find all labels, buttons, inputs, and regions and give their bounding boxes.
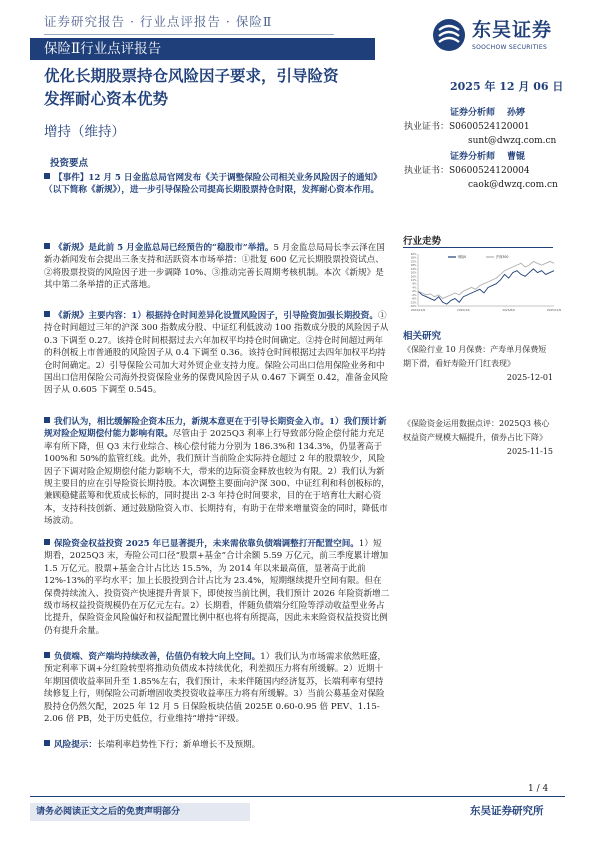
footer-organization: 东吴证券研究所 <box>470 805 544 817</box>
report-date: 2025 年 12 月 06 日 <box>450 80 564 93</box>
related-date: 2025-12-01 <box>506 373 553 382</box>
legend-label: 保险Ⅱ <box>458 255 466 260</box>
y-tick-label: -8% <box>411 297 417 301</box>
paragraph-valuation: 负债端、资产端均持续改善，估值仍有较大向上空间。1）我们认为市场需求依然旺盛，预定利率下调+分红险转型将推动负债成本持续优化，利差损压力将有所缓解。2）近期十年期国债收益率回升至 1.85%左右，我们预计，未来伴随国内经济复苏，长端利率有望持续修复上行，则保险公司新增固收类投资收益率压力将有所缓解。3）当前公募基金对保险股持仓仍然欠配，2025 年 12 月 5 日保险板块估值 2025E 0.60-0.95 倍 PEV、1.15-2.06 倍 PB，处于历史低位，行业维持“增持”评级。 <box>44 652 387 725</box>
rating-badge: 增持（维持） <box>44 124 125 140</box>
y-tick-label: 36% <box>410 256 417 260</box>
y-tick-label: 32% <box>410 260 417 264</box>
analyst-name: 曹锟 <box>507 152 526 162</box>
cert-number: S0600524120004 <box>449 166 530 176</box>
x-tick-label: 2025/8/6 <box>502 308 515 312</box>
company-logo <box>432 18 562 58</box>
report-category-band: 保险Ⅱ行业点评报告 <box>30 38 375 60</box>
related-title[interactable]: 《保险资金运用数据点评：2025Q3 核心权益资产规模大幅提升，债券占比下降》 <box>403 419 550 442</box>
logo-text-en: SOOCHOW SECURITIES <box>472 44 548 51</box>
paragraph-our-view: 我们认为，相比缓解险企资本压力，新规本意更在于引导长期资金入市。1）我们预计新规对险企短期偿付能力影响有限。尽管由于 2025Q3 利率上行导致部分险企偿付能力充足率有所下降，但 Q3 末行业综合、核心偿付能力分别为 186.3%和 134.3%，仍显著高于 100%和 50%的监管红线。此外，我们预计当前险企实际持仓超过 2 年的股票较少，风险因子下调对险企短期偿付能力影响不大，带来的边际资金释放也较为有限。2）我们认为新规主要目的应在引导险资长期持股。本次调整主要面向沪深 300、中证红利和科创板标的，兼顾稳健蓝筹和优质成长标的，同时提出 2-3 年持仓时间要求，目的在于培育壮大耐心资本，支持科技创新、通过鼓励险资入市、长期持有，有助于在带来增量资金的同时，降低市场波动。 <box>44 417 390 527</box>
cert-label: 执业证书： <box>404 166 450 176</box>
analyst-email[interactable]: sunt@dwzq.com.cn <box>468 136 557 146</box>
industry-trend-chart <box>398 250 562 318</box>
soochow-logo-icon <box>432 18 466 52</box>
square-bullet-icon <box>44 740 50 746</box>
y-tick-label: 40% <box>410 253 417 256</box>
y-tick-label: 16% <box>410 275 417 279</box>
square-bullet-icon <box>44 243 50 249</box>
footer-divider <box>30 796 565 797</box>
related-research-label: 相关研究 <box>403 331 442 342</box>
analyst-name: 孙婷 <box>507 108 526 118</box>
page-number: 1 / 4 <box>528 784 549 794</box>
related-title[interactable]: 《保险行业 10 月保费：产寿单月保费短期下滑，看好寿险开门红表现》 <box>403 345 547 368</box>
analyst-email[interactable]: caok@dwzq.com.cn <box>468 180 558 190</box>
x-tick-label: 2025/4/6 <box>457 308 470 312</box>
y-tick-label: 20% <box>410 271 417 275</box>
square-bullet-icon <box>44 652 50 658</box>
cert-number: S0600524120001 <box>449 122 530 132</box>
y-tick-label: 0% <box>412 290 417 294</box>
trend-section-label: 行业走势 <box>403 236 442 247</box>
disclaimer-notice[interactable]: 请务必阅读正文之后的免责声明部分 <box>30 803 250 821</box>
y-tick-label: 8% <box>412 282 417 286</box>
cert-label: 执业证书： <box>404 122 450 132</box>
analyst-block-1 <box>404 106 556 148</box>
report-title-line2: 发挥耐心资本优势 <box>44 89 169 108</box>
paragraph-background: 《新规》是此前 5 月金监总局已经预告的“稳股市”举措。5 月金监总局局长李云泽在国新办新闻发布会提出三条支持和活跃资本市场举措：①批复 600 亿元长期股票投资试点、②将股票投资的风险因子进一步调降 10%、③推动完善长周期考核机制。本次《新规》是其中第二条举措的正式落地。 <box>44 243 385 291</box>
x-tick-label: 2024/12/6 <box>410 308 426 312</box>
square-bullet-icon <box>44 539 50 545</box>
logo-text-cn: 东吴证券 <box>472 19 553 41</box>
paragraph-event: 【事件】12 月 5 日金监总局官网发布《关于调整保险公司相关业务风险因子的通知》（以下简称《新规》），进一步引导保险公司提高长期股票持仓时限，发挥耐心资本作用。 <box>44 173 382 196</box>
paragraph-equity-allocation: 保险资金权益投资 2025 年已显著提升，未来需依靠负债端调整打开配置空间。1）短期看，2025Q3 末，寿险公司口径“股票+基金”合计余额 5.59 万亿元，前三季度累计增加 1.5 万亿元。股票+基金合计占比达 15.5%，为 2014 年以来最高值，显著高于此前 12%-13%的平均水平；加上长股投到合计占比为 23.4%，短期继续提升空间有限。但在保费持续流入、投资资产快速提升背景下，即使按当前比例，我们预计 2026 年险资新增二级市场权益投资规模仍在万亿元左右。2）长期看，伴随负债端分红险等浮动收益型业务占比提升，保险资金风险偏好和权益配置比例中枢也将有所提高，因此未来险资权益投资比例仍有提升余量。 <box>44 539 390 636</box>
square-bullet-icon <box>44 417 50 423</box>
square-bullet-icon <box>44 311 50 317</box>
related-item-2[interactable] <box>403 417 553 459</box>
trend-divider <box>403 247 553 248</box>
analyst-role: 证券分析师 <box>450 152 496 162</box>
y-tick-label: -16% <box>409 305 417 308</box>
report-type-tags: 证券研究报告 · 行业点评报告 · 保险Ⅱ <box>44 12 334 35</box>
report-title <box>44 64 404 110</box>
section-label-key-points: 投资要点 <box>50 158 89 169</box>
y-tick-label: 28% <box>410 264 417 268</box>
analyst-role: 证券分析师 <box>450 108 496 118</box>
y-tick-label: 24% <box>410 267 417 271</box>
paragraph-main-content: 《新规》主要内容：1）根据持仓时间差异化设置风险因子，引导险资加强长期投资。①持仓时间超过三年的沪深 300 指数成分股、中证红利低波动 100 指数成分股的风险因子从 0.3 下调至 0.27。该持仓时间根据过去六年加权平均持仓时间确定。②持仓时间超过两年的科创板上市普通股的风险因子从 0.4 下调至 0.36。该持仓时间根据过去四年加权平均持仓时间确定。2）引导保险公司加大对外贸企业支持力度。保险公司出口信用保险业务和中国出口信用保险公司海外投资保险业务的保费风险因子从 0.467 下调至 0.42，准备金风险因子从 0.605 下调至 0.545。 <box>44 311 389 396</box>
related-date: 2025-11-15 <box>506 447 553 456</box>
square-bullet-icon <box>44 173 50 179</box>
related-item-1[interactable] <box>403 343 553 385</box>
y-tick-label: 4% <box>412 286 417 290</box>
report-title-line1: 优化长期股票持仓风险因子要求，引导险资 <box>44 66 339 85</box>
analyst-block-2 <box>404 150 558 192</box>
series-line-insurance <box>418 269 554 304</box>
x-tick-label: 2025/12/6 <box>546 308 562 312</box>
series-line-hs300 <box>418 261 554 298</box>
y-tick-label: -4% <box>411 293 417 297</box>
y-tick-label: -12% <box>409 301 417 305</box>
legend-label: 沪深300 <box>496 255 509 260</box>
paragraph-risk: 风险提示：长端利率趋势性下行；新单增长不及预期。 <box>44 739 390 751</box>
y-tick-label: 12% <box>410 279 417 282</box>
